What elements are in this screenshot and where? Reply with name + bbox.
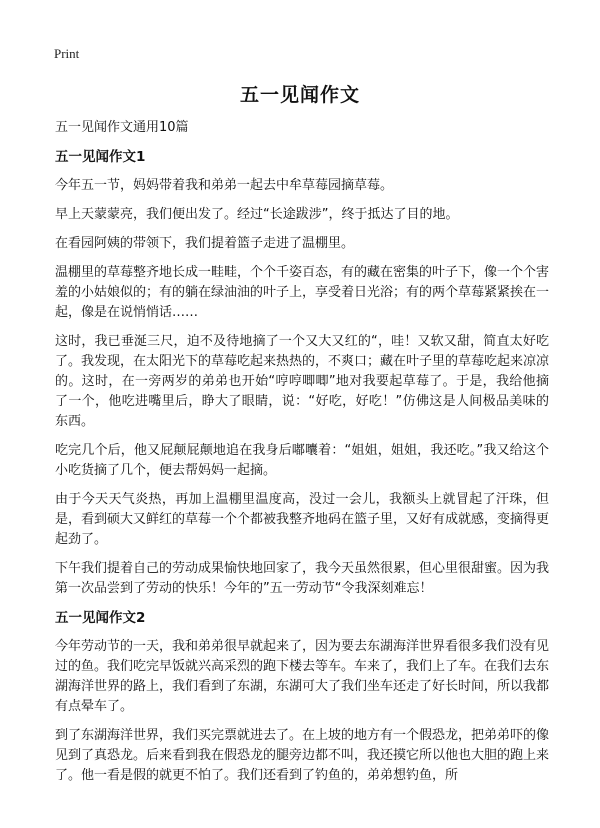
section-1 [55, 147, 549, 599]
document-body [55, 118, 549, 795]
paragraph: 今年劳动节的一天，我和弟弟很早就起来了，因为要去东湖海洋世界看很多我们没有见过的鱼。我们吃完早饭就兴高采烈的跑下楼去等车。车来了，我们上了车。在我们去东湖海洋世界的路上，我们看到了东湖，东湖可大了我们坐车还走了好长时间，所以我都有点晕车了。 [55, 639, 550, 714]
paragraph: 这时，我已垂涎三尺，迫不及待地摘了一个又大又红的“，哇！又软又甜，简直太好吃了。我发现，在太阳光下的草莓吃起来热热的，不爽口；藏在叶子里的草莓吃起来凉凉的。这时，在一旁两岁的弟弟也开始“哼哼唧唧”地对我要起草莓了。于是，我给他摘了一个，他吃进嘴里后，睁大了眼睛，说：“好吃，好吃！”仿佛这是人间极品美味的东西。 [55, 334, 550, 429]
document-title: 五一见闻作文 [239, 84, 360, 106]
paragraph: 早上天蒙蒙亮，我们便出发了。经过“长途跋涉”，终于抵达了目的地。 [55, 207, 459, 222]
paragraph: 在看园阿姨的带领下，我们提着篮子走进了温棚里。 [55, 236, 355, 251]
paragraph: 由于今天天气炎热，再加上温棚里温度高，没过一会儿，我额头上就冒起了汗珠，但是，看到硕大又鲜红的草莓一个个都被我整齐地码在篮子里，又好有成就感，变摘得更起劲了。 [55, 492, 550, 547]
print-link[interactable]: Print [54, 46, 80, 61]
paragraph: 温棚里的草莓整齐地长成一畦畦，个个千姿百态，有的藏在密集的叶子下，像一个个害羞的小姑娘似的；有的躺在绿油油的叶子上，享受着日光浴；有的两个草莓紧紧挨在一起，像是在说悄悄话…… [55, 265, 550, 320]
document-subtitle: 五一见闻作文通用10篇 [55, 120, 189, 135]
paragraph: 下午我们提着自己的劳动成果愉快地回家了，我今天虽然很累，但心里很甜蜜。因为我第一次品尝到了劳动的快乐！今年的”五一劳动节“令我深刻难忘！ [55, 561, 550, 596]
paragraph: 吃完几个后，他又屁颠屁颠地追在我身后嘟囔着：“姐姐，姐姐，我还吃。”我又给这个小吃货摘了几个，便去帮妈妈一起摘。 [55, 443, 549, 478]
paragraph: 到了东湖海洋世界，我们买完票就进去了。在上坡的地方有一个假恐龙，把弟弟吓的像见到了真恐龙。后来看到我在假恐龙的腿旁边都不叫，我还摸它所以他也大胆的跑上来了。他一看是假的就更不怕了。我们还看到了钓鱼的，弟弟想钓鱼，所 [55, 728, 550, 783]
section-heading: 五一见闻作文1 [55, 149, 146, 165]
section-2 [55, 608, 549, 786]
paragraph: 今年五一节，妈妈带着我和弟弟一起去中牟草莓园摘草莓。 [55, 178, 394, 193]
section-heading: 五一见闻作文2 [55, 610, 146, 626]
